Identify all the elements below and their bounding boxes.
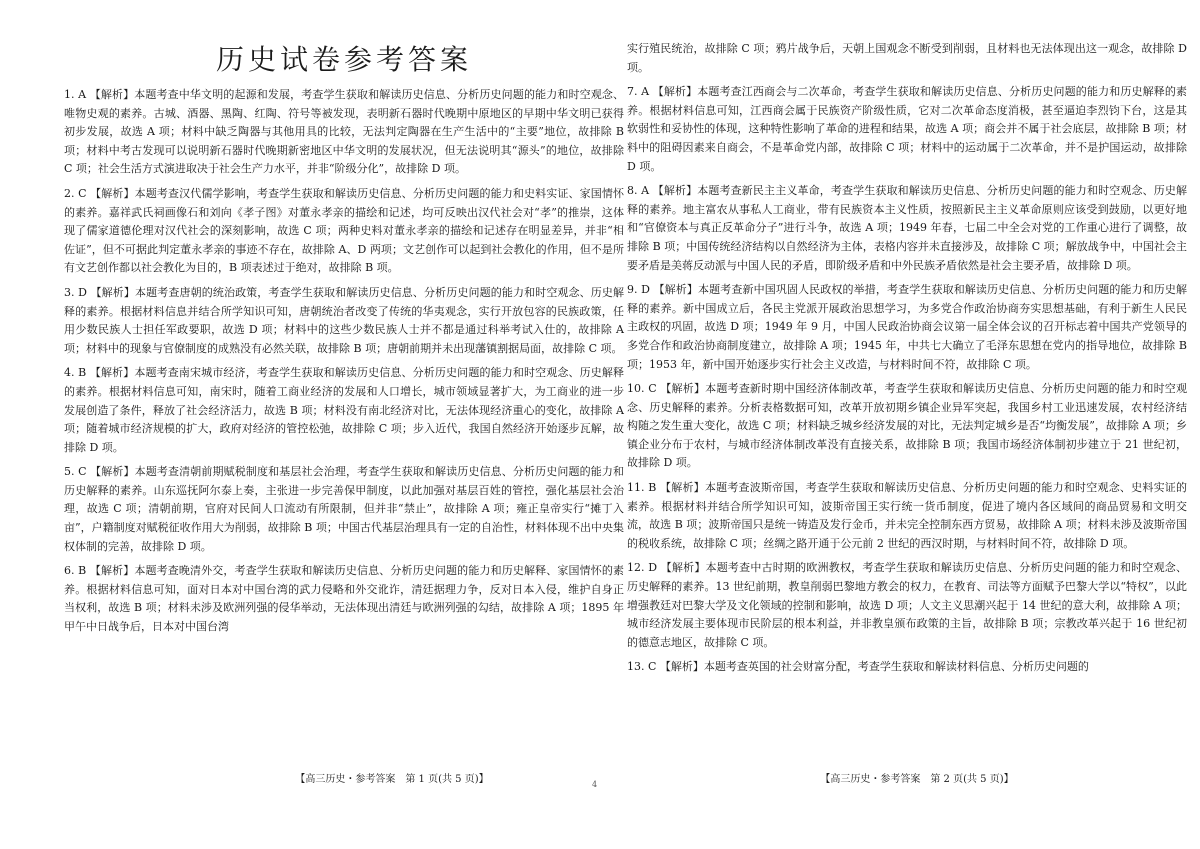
answer-explanation: 【解析】本题考查唐朝的统治政策，考查学生获取和解读历史信息、分析历史问题的能力和时空观念、历史解释的素养。根据材料信息并结合所学知识可知，唐朝统治者改变了传统的华夷观念，实行开放包容的民族政策，任用少数民族人士担任军政要职，故选 D 项；材料中的这些少数民族人士并不都是通过科举考试入仕的，故排除 A 项；材料中的现象与官僚制度的成熟没有必然关联，故排除 B 项；唐朝前期并未出现藩镇割据局面，故排除 C 项。 <box>64 285 625 355</box>
answer-number: 12. D <box>627 561 658 575</box>
answer-explanation: 【解析】本题考查南宋城市经济，考查学生获取和解读历史信息、分析历史问题的能力和时空观念、历史解释的素养。根据材料信息可知，南宋时，随着工商业经济的发展和人口增长，城市领域显著扩大，为工商业的进一步发展创造了条件，释放了社会经济活力，故选 B 项；材料没有南北经济对比，无法体现经济重心的变化，故排除 A 项；随着城市经济规模的扩大，政府对经济的管控松弛，故排除 C 项；步入近代，我国自然经济开始逐步瓦解，故排除 D 项。 <box>64 366 625 454</box>
answer-number: 7. A <box>627 85 650 99</box>
answer-item <box>627 83 1187 176</box>
answer-explanation: 【解析】本题考查江西商会与二次革命，考查学生获取和解读历史信息、分析历史问题的能力和历史解释的素养。根据材料信息可知，江西商会属于民族资产阶级性质，它对二次革命态度消极，甚至逼迫李烈钧下台，这是其软弱性和妥协性的体现，这种特性影响了革命的进程和结果，故选 A 项；商会并不属于社会底层，故排除 B 项；材料中的阻碍因素来自商会，不是革命党内部，故排除 C 项；材料中的运动属于二次革命，并不是护国运动，故排除 D 项。 <box>627 85 1188 173</box>
center-page-mark: 4 <box>592 780 598 789</box>
answer-item <box>627 658 1187 677</box>
answer-explanation: 【解析】本题考查中古时期的欧洲教权，考查学生获取和解读历史信息、分析历史问题的能力和时空观念、历史解释的素养。13 世纪前期，教皇削弱巴黎地方教会的权力，在教育、司法等方面赋予巴黎大学以“特权”，以此增强教廷对巴黎大学及文化领域的控制和影响，故选 D 项；人文主义思潮兴起于 14 世纪的意大利，故排除 A 项；城市经济发展主要体现市民阶层的根本利益，并非教皇颁布政策的主旨，故排除 B 项；宗教改革兴起于 16 世纪初的德意志地区，故排除 C 项。 <box>627 561 1187 649</box>
answer-explanation: 【解析】本题考查中华文明的起源和发展，考查学生获取和解读历史信息、分析历史问题的能力和时空观念、唯物史观的素养。古城、酒器、黑陶、红陶、符号等被发现，表明新石器时代晚期中原地区的早期中华文明已获得初步发展，故选 A 项；材料中缺乏陶器与其他用具的比较，无法判定陶器在生产生活中的“主要”地位，故排除 B 项；材料中考古发现可以说明新石器时代晚期新密地区中华文明的发展状况，但无法说明其“源头”的地位，故排除 C 项；社会生活方式演进取决于社会生产力水平，并非“阶级分化”，故排除 D 项。 <box>64 88 625 176</box>
answer-number: 6. B <box>64 564 87 578</box>
answer-item <box>64 364 624 457</box>
left-answer-list <box>64 86 624 637</box>
answer-number: 10. C <box>627 382 657 396</box>
page-title: 历史试卷参考答案 <box>215 43 472 76</box>
answer-explanation: 【解析】本题考查新民主主义革命，考查学生获取和解读历史信息、分析历史问题的能力和时空观念、历史解释的素养。地主富农从事私人工商业，带有民族资本主义性质，按照新民主主义革命原则应该受到鼓励，以更好地和“官僚资本与真正反革命分子”进行斗争，故选 A 项；1949 年春，七届二中全会对党的工作重心进行了调整，故排除 B 项；中国传统经济结构以自然经济为主体，表格内容并未直接涉及，故排除 C 项；解放战争中，中国社会主要矛盾是美蒋反动派与中国人民的矛盾，即阶级矛盾和中外民族矛盾依然是社会主要矛盾，故排除 D 项。 <box>627 184 1188 272</box>
answer-item <box>64 86 624 179</box>
answer-number: 2. C <box>64 186 87 200</box>
answer-explanation: 【解析】本题考查波斯帝国，考查学生获取和解读历史信息、分析历史问题的能力和时空观念、史料实证的素养。根据材料并结合所学知识可知，波斯帝国王实行统一货币制度，促进了境内各区域间的商品贸易和文明交流，故选 B 项；波斯帝国只是统一铸造及发行金币，并未完全控制东西方贸易，故排除 A 项；材料未涉及波斯帝国的税收系统，故排除 C 项；丝绸之路开通于公元前 2 世纪的西汉时期，与材料时间不符，故排除 D 项。 <box>627 481 1187 550</box>
answer-explanation: 【解析】本题考查英国的社会财富分配，考查学生获取和解读材料信息、分析历史问题的 <box>659 660 1089 674</box>
answer-number: 13. C <box>627 660 657 674</box>
answer-explanation: 【解析】本题考查晚清外交，考查学生获取和解读历史信息、分析历史问题的能力和历史解释、家国情怀的素养。根据材料信息可知，面对日本对中国台湾的武力侵略和外交讹诈，清廷据理力争，反对日本入侵，维护自身正当权利，故选 B 项；材料未涉及欧洲列强的侵华举动，无法体现出清廷与欧洲列强的勾结，故排除 A 项；1895 年甲午中日战争后，日本对中国台湾 <box>64 564 625 634</box>
answer-item <box>627 559 1187 652</box>
footer-page-1: 【高三历史・参考答案 第 1 页(共 5 页)】 <box>295 774 489 785</box>
answer-number: 11. B <box>627 481 657 495</box>
right-column <box>627 0 1187 683</box>
right-answer-list <box>627 83 1187 677</box>
answer-number: 9. D <box>627 283 650 297</box>
answer-explanation: 【解析】本题考查汉代儒学影响，考查学生获取和解读历史信息、分析历史问题的能力和史料实证、家国情怀的素养。嘉祥武氏祠画像石和刘向《孝子图》对董永孝亲的描绘和记述，均可反映出汉代社会对“孝”的推崇，这体现了儒家道德伦理对汉代社会的深刻影响，故选 C 项；两种史料对董永孝亲的描绘和记述存在明显差异，并非“相佐证”，但不可据此判定董永孝亲的事迹不存在，故排除 A、D 两项；文艺创作可以起到社会教化的作用，但不是所有文艺创作都以社会教化为目的，B 项表述过于绝对，故排除 B 项。 <box>64 186 624 275</box>
answer-number: 4. B <box>64 366 87 380</box>
answer-number: 3. D <box>64 285 87 299</box>
footer-page-2: 【高三历史・参考答案 第 2 页(共 5 页)】 <box>820 774 1014 785</box>
answer-item <box>627 182 1187 275</box>
answer-item <box>64 185 624 278</box>
answer-item <box>627 479 1187 553</box>
answer-item <box>627 380 1187 473</box>
answer-number: 5. C <box>64 465 87 479</box>
answer-number: 8. A <box>627 184 650 198</box>
answer-explanation: 【解析】本题考查清朝前期赋税制度和基层社会治理，考查学生获取和解读历史信息、分析历史问题的能力和历史解释的素养。山东巡抚阿尔泰上奏，主张进一步完善保甲制度，以此加强对基层百姓的管控，强化基层社会治理，故选 C 项；清朝前期，官府对民间人口流动有所限制，但并非“禁止”，故排除 A 项；雍正皇帝实行“摊丁入亩”，户籍制度对赋税征收作用大为削弱，故排除 B 项；中国古代基层治理具有一定的自治性，材料体现不出中央集权体制的完善，故排除 D 项。 <box>64 465 624 553</box>
answer-item <box>64 562 624 636</box>
left-column <box>64 0 624 643</box>
continuation-paragraph: 实行殖民统治，故排除 C 项；鸦片战争后，天朝上国观念不断受到削弱，且材料也无法体现出这一观念，故排除 D 项。 <box>627 42 1187 74</box>
answer-item <box>627 281 1187 374</box>
answer-explanation: 【解析】本题考查新中国巩固人民政权的举措，考查学生获取和解读历史信息、分析历史问题的能力和历史解释的素养。新中国成立后，各民主党派开展政治思想学习，为多党合作政治协商夯实思想基础，有利于新生人民民主政权的巩固，故选 D 项；1949 年 9 月，中国人民政治协商会议第一届全体会议的召开标志着中国共产党领导的多党合作和政治协商制度建立，故排除 A 项；1945 年，中共七大确立了毛泽东思想在党内的指导地位，故排除 B 项；1953 年，新中国开始逐步实行社会主义改造，与材料时间不符，故排除 C 项。 <box>627 283 1188 371</box>
answer-number: 1. A <box>64 88 87 101</box>
answer-item <box>64 463 624 556</box>
answer-item <box>64 284 624 358</box>
answer-explanation: 【解析】本题考查新时期中国经济体制改革，考查学生获取和解读历史信息、分析历史问题的能力和时空观念、历史解释的素养。分析表格数据可知，改革开放初期乡镇企业异军突起，我国乡村工业迅速发展，农村经济结构随之发生重大变化，故选 C 项；材料缺乏城乡经济发展的对比，无法判定城乡是否“均衡发展”，故排除 A 项；乡镇企业分布于农村，与城市经济体制改革没有直接关系，故排除 B 项；我国市场经济体制初步建立于 21 世纪初，故排除 D 项。 <box>627 382 1187 470</box>
